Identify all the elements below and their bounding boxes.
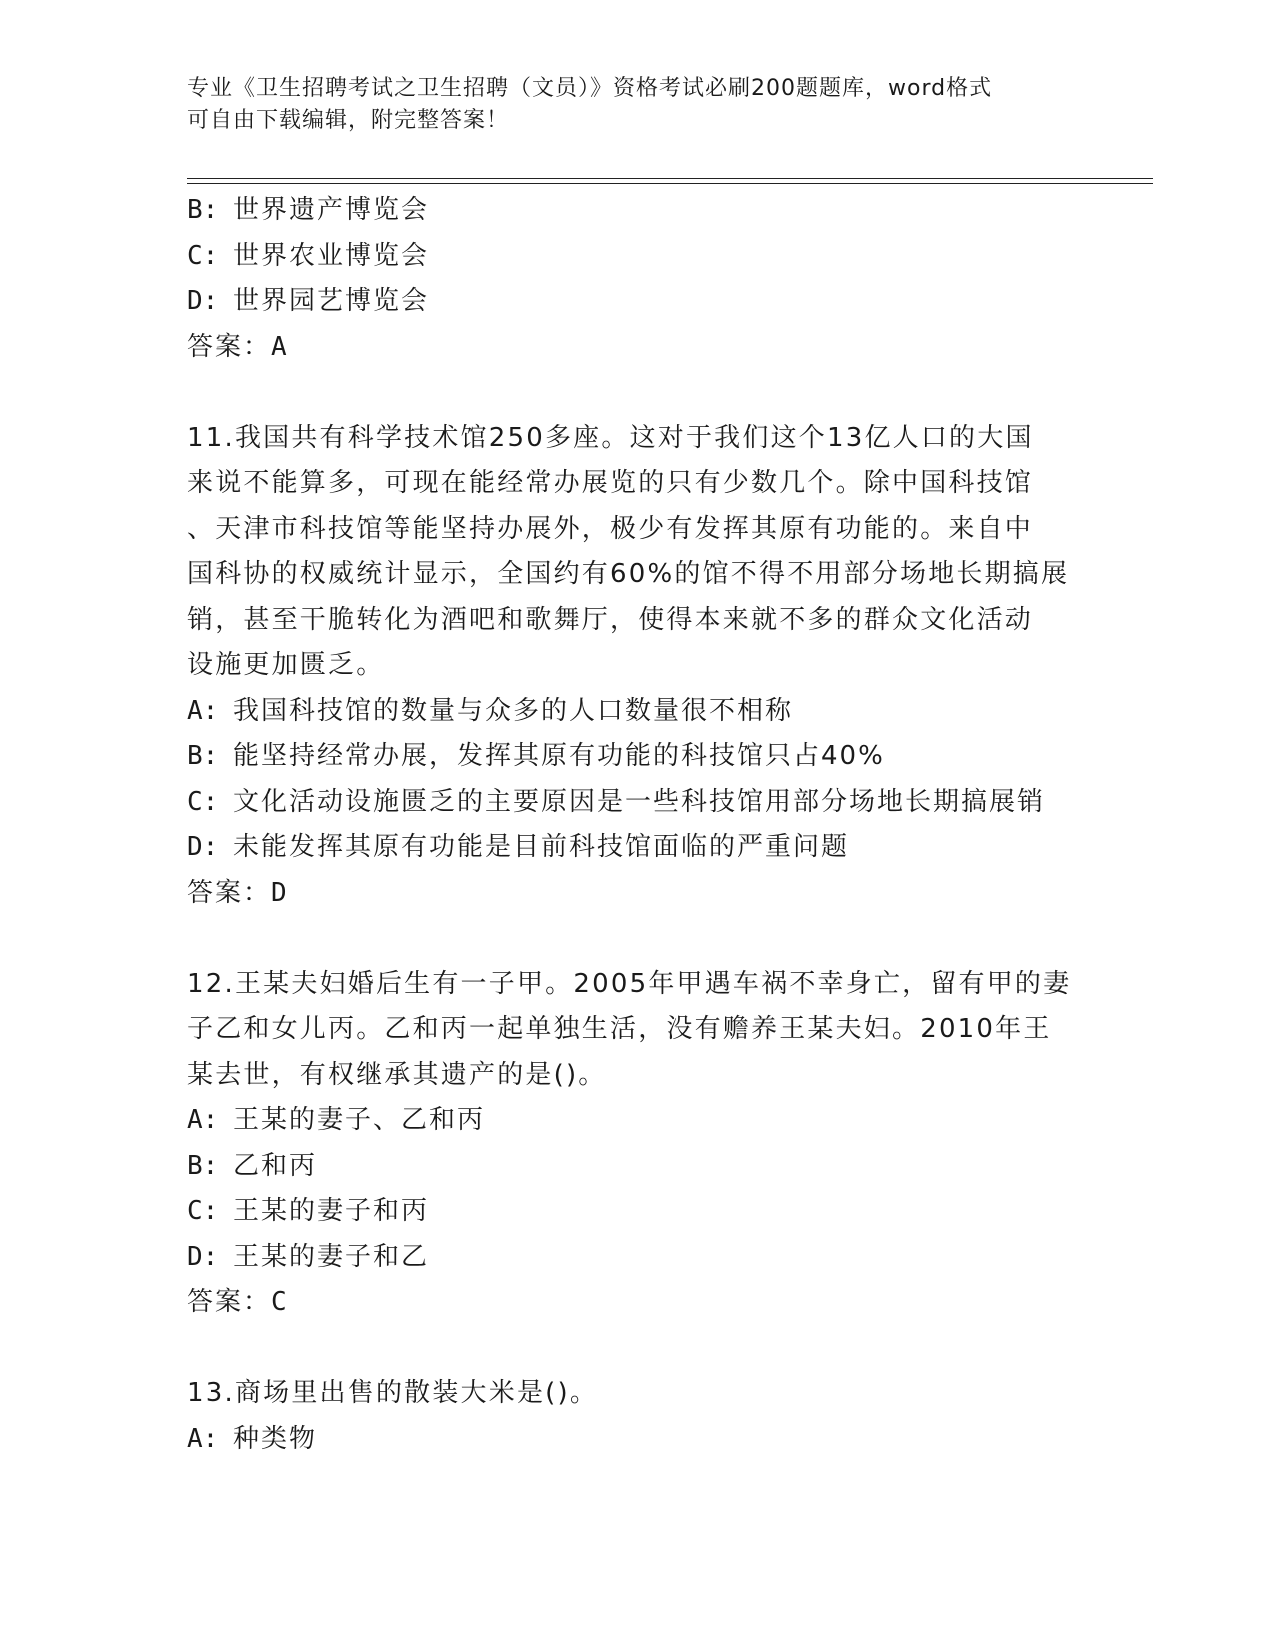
option-text: 我国科技馆的数量与众多的人口数量很不相称	[233, 695, 794, 726]
answer-value: A	[271, 331, 289, 362]
option-a	[187, 1417, 1087, 1463]
option-key: D:	[187, 832, 219, 862]
option-key: D:	[187, 286, 219, 316]
stem-line: 某去世，有权继承其遗产的是()。	[187, 1059, 607, 1090]
question-block-11	[187, 416, 1087, 917]
option-text: 文化活动设施匮乏的主要原因是一些科技馆用部分场地长期搞展销	[233, 786, 1046, 817]
option-text: 世界遗产博览会	[233, 195, 430, 225]
option-b	[187, 734, 1087, 780]
stem-line: 国科协的权威统计显示，全国约有60%的馆不得不用部分场地长期搞展	[187, 559, 1070, 589]
option-key: A:	[187, 1423, 219, 1454]
stem-line: 11.我国共有科学技术馆250多座。这对于我们这个13亿人口的大国	[187, 422, 1034, 453]
stem-line: 、天津市科技馆等能坚持办展外，极少有发挥其原有功能的。来自中	[187, 513, 1034, 544]
option-text: 王某的妻子、乙和丙	[233, 1105, 486, 1135]
answer-label: 答案：	[187, 1287, 272, 1317]
question-stem	[187, 1371, 1087, 1417]
option-key: C:	[187, 1196, 219, 1226]
document-header	[187, 73, 1077, 137]
option-key: B:	[187, 1150, 219, 1181]
header-divider-bottom	[187, 183, 1153, 184]
answer-line	[187, 871, 1087, 917]
question-stem	[187, 416, 1087, 689]
option-b	[187, 188, 1087, 234]
question-stem	[187, 962, 1087, 1099]
answer-value: D	[271, 877, 289, 908]
header-line-2: 可自由下载编辑，附完整答案！	[187, 108, 510, 133]
stem-line: 12.王某夫妇婚后生有一子甲。2005年甲遇车祸不幸身亡，留有甲的妻	[187, 968, 1072, 999]
question-block-13	[187, 1371, 1087, 1462]
option-key: B:	[187, 741, 219, 771]
stem-line: 子乙和女儿丙。乙和丙一起单独生活，没有赡养王某夫妇。2010年王	[187, 1014, 1052, 1044]
option-key: D:	[187, 1241, 219, 1272]
option-c	[187, 234, 1087, 280]
stem-line: 来说不能算多，可现在能经常办展览的只有少数几个。除中国科技馆	[187, 468, 1034, 498]
answer-line	[187, 1280, 1087, 1326]
option-a	[187, 1098, 1087, 1144]
option-c	[187, 1189, 1087, 1235]
option-d	[187, 1235, 1087, 1281]
stem-line: 13.商场里出售的散装大米是()。	[187, 1378, 599, 1408]
option-text: 能坚持经常办展，发挥其原有功能的科技馆只占40%	[233, 741, 885, 771]
answer-value: C	[271, 1287, 289, 1317]
stem-line: 销，甚至干脆转化为酒吧和歌舞厅，使得本来就不多的群众文化活动	[187, 604, 1034, 635]
answer-label: 答案：	[187, 877, 272, 908]
question-block-prev	[187, 188, 1087, 370]
header-line-1: 专业《卫生招聘考试之卫生招聘（文员）》资格考试必刷200题题库，word格式	[187, 76, 993, 101]
option-key: B:	[187, 195, 219, 225]
option-key: C:	[187, 240, 219, 271]
option-text: 世界园艺博览会	[233, 286, 430, 316]
option-text: 种类物	[233, 1423, 318, 1454]
option-text: 王某的妻子和乙	[233, 1241, 430, 1272]
answer-line	[187, 325, 1087, 371]
option-key: A:	[187, 1105, 219, 1135]
option-key: C:	[187, 786, 219, 817]
option-text: 王某的妻子和丙	[233, 1196, 430, 1226]
stem-line: 设施更加匮乏。	[187, 650, 385, 680]
option-c	[187, 780, 1087, 826]
answer-label: 答案：	[187, 331, 272, 362]
option-d	[187, 825, 1087, 871]
option-b	[187, 1144, 1087, 1190]
question-block-12	[187, 962, 1087, 1326]
question-list	[187, 188, 1087, 1462]
option-text: 乙和丙	[233, 1150, 318, 1181]
option-a	[187, 689, 1087, 735]
option-text: 世界农业博览会	[233, 240, 430, 271]
option-text: 未能发挥其原有功能是目前科技馆面临的严重问题	[233, 832, 850, 862]
header-divider-top	[187, 178, 1153, 179]
option-key: A:	[187, 695, 219, 726]
option-d	[187, 279, 1087, 325]
